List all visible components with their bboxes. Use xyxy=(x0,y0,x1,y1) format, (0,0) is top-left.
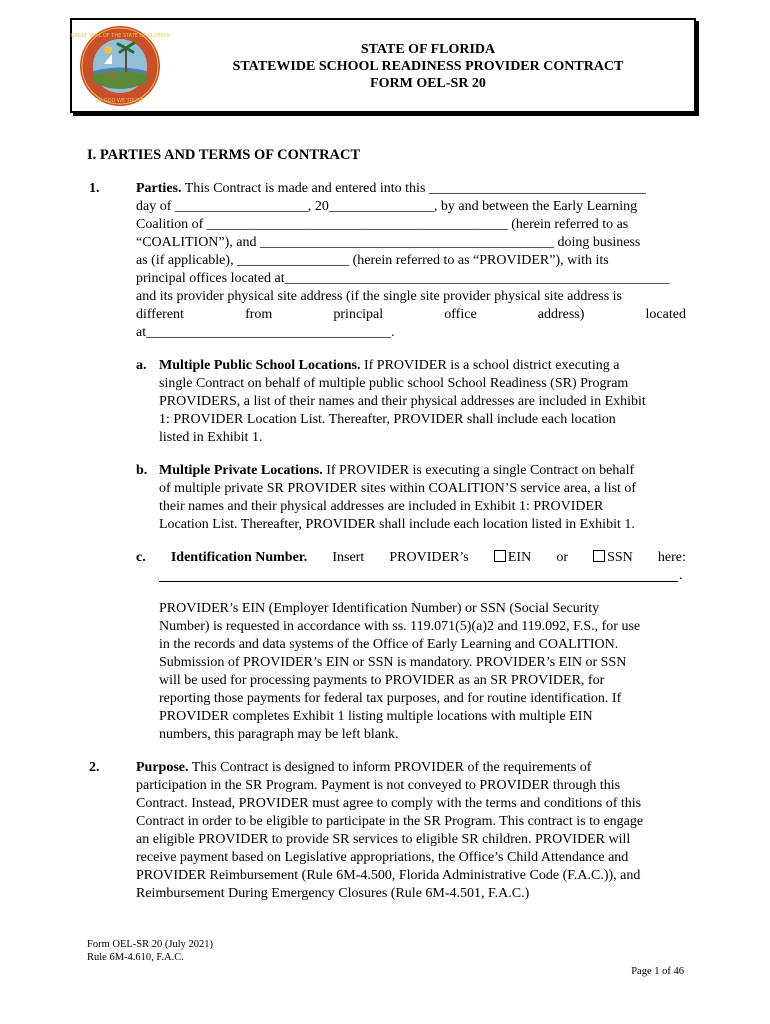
identification-number-row: c. Identification Number. Insert PROVIDER’s EIN or SSN here: xyxy=(136,550,686,565)
title-contract: STATEWIDE SCHOOL READINESS PROVIDER CONTRACT xyxy=(232,59,624,74)
purpose-heading: Purpose. xyxy=(136,760,189,775)
parties-line: at___________________________________. xyxy=(136,325,395,340)
purpose-paragraph: Purpose. This Contract is designed to inform PROVIDER of the requirements of participation in the SR Program. Payment is not conveyed to PROVIDER through this Contract. Instead, PROVIDER must agree to comply with the terms and conditions of this Contract in order to be eligible to participate in the SR Program. This contract is to engage an eligible PROVIDER to provide SR services to eligible SR children. PROVIDER will receive payment based on Legislative appropriations, the Office’s Child Attendance and PROVIDER Reimbursement (Rule 6M-4.500, Florida Administrative Code (F.A.C.)), and Reimbursement During Emergency Closures (Rule 6M-4.501, F.A.C.) xyxy=(136,760,644,901)
ssn-option[interactable]: SSN xyxy=(593,549,633,567)
multiple-public-heading: Multiple Public School Locations. xyxy=(159,358,361,373)
footer-rule-reference: Rule 6M-4.610, F.A.C. xyxy=(87,952,184,963)
ein-option[interactable]: EIN xyxy=(494,549,531,567)
parties-line: Coalition of ___________________________________________ (herein referred to as xyxy=(136,217,629,232)
identification-explanation-paragraph: PROVIDER’s EIN (Employer Identification Number) or SSN (Social Security Number) is requested in accordance with ss. 119.071(5)(a)2 and 119.092, F.S., for use in the records and data systems of the Office of Early Learning and COALITION. Submission of PROVIDER’s EIN or SSN is mandatory. PROVIDER’s EIN or SSN will be used for processing payments to PROVIDER as an SR PROVIDER, for reporting those payments for federal tax purposes, and for routine identification. If PROVIDER completes Exhibit 1 listing multiple locations with multiple EIN numbers, this paragraph may be left blank. xyxy=(159,601,641,742)
identification-line-period: . xyxy=(679,568,683,583)
ssn-checkbox[interactable] xyxy=(593,550,605,562)
item-c-label: c. xyxy=(136,550,146,565)
form-title xyxy=(172,41,684,92)
section-title: I. PARTIES AND TERMS OF CONTRACT xyxy=(87,147,361,163)
identification-number-heading: Identification Number. xyxy=(170,550,308,565)
multiple-public-locations-paragraph: Multiple Public School Locations. If PROVIDER is a school district executing a single Contract on behalf of multiple public school School Readiness (SR) Program PROVIDERS, a list of their names and their physical addresses are included in Exhibit 1: PROVIDER Location List. Thereafter, PROVIDER shall include each location listed in Exhibit 1. xyxy=(159,358,646,445)
parties-paragraph xyxy=(136,180,686,342)
multiple-private-heading: Multiple Private Locations. xyxy=(159,463,323,478)
item-b-label: b. xyxy=(136,463,148,478)
page-footer xyxy=(87,938,213,964)
page-number: Page 1 of 46 xyxy=(631,966,684,977)
item-number-2: 2. xyxy=(89,760,100,775)
identification-number-line[interactable] xyxy=(159,581,678,582)
svg-text:GREAT SEAL OF THE STATE OF FLO: GREAT SEAL OF THE STATE OF FLORIDA xyxy=(70,33,170,39)
parties-heading: Parties. xyxy=(136,181,182,196)
parties-line: as (if applicable), ________________ (herein referred to as “PROVIDER”), with its xyxy=(136,253,609,268)
ein-checkbox[interactable] xyxy=(494,550,506,562)
parties-line: Parties. This Contract is made and entered into this _______________________________ xyxy=(136,181,646,196)
footer-form-version: Form OEL-SR 20 (July 2021) xyxy=(87,939,213,950)
parties-line: “COALITION”), and __________________________________________ doing business xyxy=(136,235,641,250)
parties-line: and its provider physical site address (if the single site provider physical site address is xyxy=(136,289,623,304)
title-form-number: FORM OEL-SR 20 xyxy=(370,76,486,91)
item-a-label: a. xyxy=(136,358,147,373)
svg-text:IN GOD WE TRUST: IN GOD WE TRUST xyxy=(96,98,144,104)
multiple-private-locations-paragraph: Multiple Private Locations. If PROVIDER is executing a single Contract on behalf of multiple private SR PROVIDER sites within COALITION’S service area, a list of their names and their physical addresses are included in Exhibit 1: PROVIDER Location List. Thereafter, PROVIDER shall include each location listed in Exhibit 1. xyxy=(159,463,637,532)
item-number-1: 1. xyxy=(89,181,100,196)
parties-line: principal offices located at_______________________________________________________ xyxy=(136,271,670,286)
parties-line: different from principal office address) located xyxy=(136,307,686,322)
parties-line: day of ___________________, 20_______________, by and between the Early Learning xyxy=(136,199,638,214)
title-state: STATE OF FLORIDA xyxy=(360,42,496,57)
state-seal-icon xyxy=(70,24,170,108)
form-header-box xyxy=(70,18,696,113)
